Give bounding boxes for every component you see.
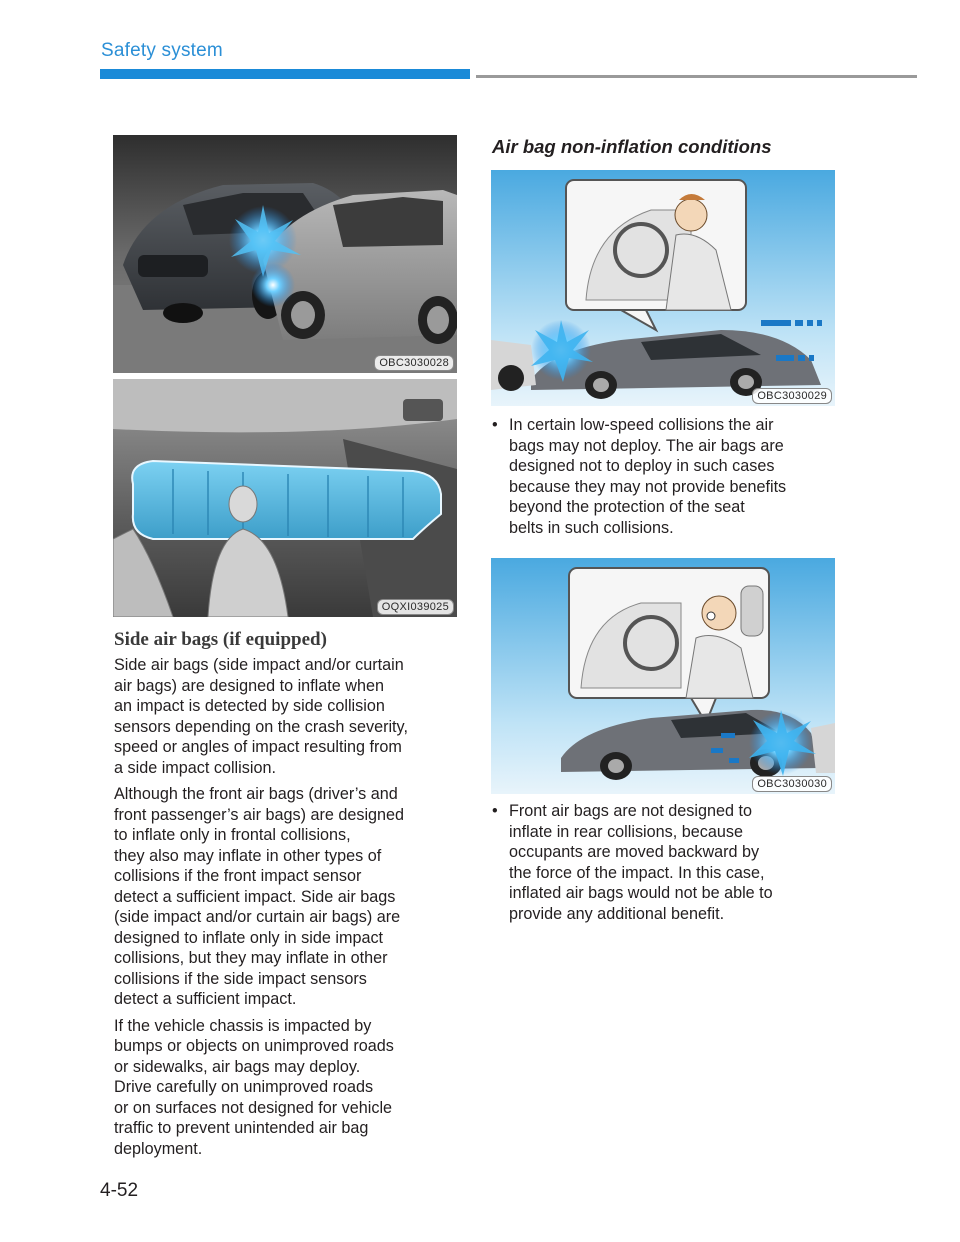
section-title: Safety system <box>101 40 223 61</box>
body-text <box>114 655 466 1165</box>
bullet-text: Front air bags are not designed to inflate in rear collisions, because occupants are moved backward by the force of the impact. In this case, inflated air bags would not be able to provide any additional benefit. <box>509 802 773 923</box>
low-speed-collision-drawing <box>491 170 835 406</box>
header-rule-gray <box>476 75 917 78</box>
header-rule-blue <box>100 69 470 79</box>
figure-code: OBC3030028 <box>374 355 454 371</box>
curtain-airbag-illustration <box>113 379 457 617</box>
section-heading: Side air bags (if equipped) <box>114 629 327 650</box>
bullet-item <box>492 801 842 924</box>
bullet-item <box>492 415 842 538</box>
bullet-symbol: • <box>492 802 498 820</box>
bullet-symbol: • <box>492 416 498 434</box>
paragraph: Although the front air bags (driver’s and front passenger’s air bags) are designed to inflate only in frontal collisions, they also may inflate in other types of collisions if the front impact sensor detect a sufficient impact. Side air bags (side impact and/or curtain air bags) are designed to inflate only in side impact collisions, but they may inflate in other collisions if the side impact sensors detect a sufficient impact. <box>114 785 405 1008</box>
rear-collision-drawing <box>491 558 835 794</box>
figure-code: OBC3030030 <box>752 776 832 792</box>
paragraph: If the vehicle chassis is impacted by bumps or objects on unimproved roads or sidewalks, air bags may deploy. Drive carefully on unimproved roads or on surfaces not designed for vehicle traffic to prevent unintended air bag deployment. <box>114 1016 394 1158</box>
curtain-airbag-drawing <box>113 379 457 617</box>
paragraph: Side air bags (side impact and/or curtain air bags) are designed to inflate when an impact is detected by side collision sensors depending on the crash severity, speed or angles of impact resulting from a side impact collision. <box>114 656 408 777</box>
subsection-heading: Air bag non-inflation conditions <box>492 136 772 157</box>
page-number: 4-52 <box>100 1180 139 1201</box>
low-speed-collision-illustration <box>491 170 835 406</box>
bullet-text: In certain low-speed collisions the air bags may not deploy. The air bags are designed not to deploy in such cases because they may not provide benefits beyond the protection of the seat belts in such collisions. <box>509 416 787 537</box>
rear-collision-illustration <box>491 558 835 794</box>
figure-code: OBC3030029 <box>752 388 832 404</box>
front-collision-illustration <box>113 135 457 373</box>
figure-code: OQXI039025 <box>377 599 454 615</box>
front-collision-drawing <box>113 135 457 373</box>
